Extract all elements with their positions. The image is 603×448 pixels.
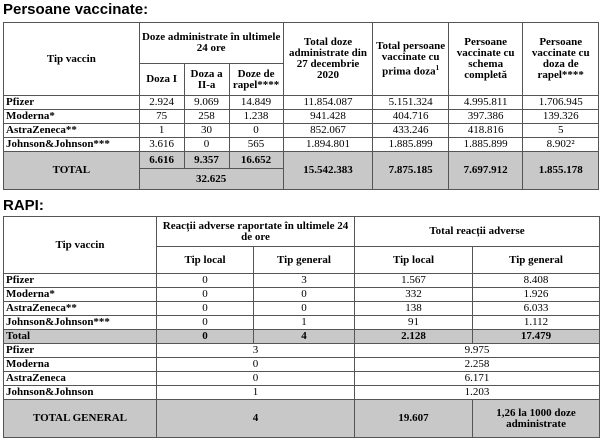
row-name: Johnson&Johnson*** <box>4 316 157 330</box>
row-name: AstraZeneca <box>4 372 157 386</box>
cell: 433.246 <box>373 124 449 138</box>
cell: 3 <box>254 274 355 288</box>
cell: 11.854.087 <box>283 96 373 110</box>
cell: 1.894.801 <box>283 138 373 152</box>
table-row <box>4 274 600 288</box>
header-booster-people: Persoane vaccinate cu doza de rapel**** <box>523 23 599 96</box>
cell: 4 <box>254 330 355 344</box>
total-booster-24h: 16.652 <box>229 152 283 169</box>
cell: 1.567 <box>355 274 473 288</box>
cell: 332 <box>355 288 473 302</box>
rapi-header-local-24h: Tip local <box>157 247 254 274</box>
row-name: AstraZeneca** <box>4 302 157 316</box>
cell: 0 <box>157 302 254 316</box>
row-name: Moderna <box>4 358 157 372</box>
table-row <box>4 138 599 152</box>
table-row <box>4 386 600 400</box>
cell: 0 <box>229 124 283 138</box>
cell: 1.926 <box>473 288 600 302</box>
cell: 8.408 <box>473 274 600 288</box>
row-name: Johnson&Johnson*** <box>4 138 140 152</box>
cell: 1.112 <box>473 316 600 330</box>
row-name: Pfizer <box>4 96 140 110</box>
cell: 1.203 <box>355 386 600 400</box>
header-booster-doses: Doze de rapel**** <box>229 64 283 96</box>
cell: 2.924 <box>139 96 184 110</box>
cell: 4.995.811 <box>448 96 522 110</box>
total-label: TOTAL <box>4 152 140 190</box>
cell: 3.616 <box>139 138 184 152</box>
row-name: Johnson&Johnson <box>4 386 157 400</box>
table-row <box>4 288 600 302</box>
rapi-table <box>3 216 600 438</box>
table-row <box>4 316 600 330</box>
row-name: Pfizer <box>4 274 157 288</box>
cell: 0 <box>157 316 254 330</box>
cell: 941.428 <box>283 110 373 124</box>
header-dose-2: Doza a II-a <box>184 64 229 96</box>
cell: 1 <box>254 316 355 330</box>
cell: 2.128 <box>355 330 473 344</box>
vaccinated-section-title: Persoane vaccinate: <box>3 1 149 18</box>
header-first-dose: Total persoane vaccinate cu prima doza$^1$ <box>373 23 449 96</box>
cell: 0 <box>157 274 254 288</box>
cell: 2.258 <box>355 358 600 372</box>
rapi-header-local-total: Tip local <box>355 247 473 274</box>
grand-total-row <box>4 400 600 438</box>
rapi-header-general-24h: Tip general <box>254 247 355 274</box>
cell: 1 <box>139 124 184 138</box>
cell: 5 <box>523 124 599 138</box>
cell: 1.706.945 <box>523 96 599 110</box>
cell: 0 <box>157 358 355 372</box>
cell: 0 <box>254 302 355 316</box>
total-first-dose: 7.875.185 <box>373 152 449 190</box>
total-booster-people: 1.855.178 <box>523 152 599 190</box>
cell: 404.716 <box>373 110 449 124</box>
cell: 1.238 <box>229 110 283 124</box>
rapi-header-vaccine-type: Tip vaccin <box>4 217 157 274</box>
header-dose-1: Doza I <box>139 64 184 96</box>
cell: 0 <box>254 288 355 302</box>
row-name: Pfizer <box>4 344 157 358</box>
cell: 8.902² <box>523 138 599 152</box>
cell: 565 <box>229 138 283 152</box>
cell: 418.816 <box>448 124 522 138</box>
row-name: Moderna* <box>4 110 140 124</box>
total-dose-2: 9.357 <box>184 152 229 169</box>
cell: 14.849 <box>229 96 283 110</box>
table-row <box>4 302 600 316</box>
cell: 9.975 <box>355 344 600 358</box>
cell: 91 <box>355 316 473 330</box>
cell: 397.386 <box>448 110 522 124</box>
cell: 0 <box>184 138 229 152</box>
cell: 1 <box>157 386 355 400</box>
cell: 258 <box>184 110 229 124</box>
header-full-schema: Persoane vaccinate cu schema completă <box>448 23 522 96</box>
cell: 30 <box>184 124 229 138</box>
rapi-header-total-adverse: Total reacții adverse <box>355 217 600 247</box>
cell: 0 <box>157 372 355 386</box>
total-row <box>4 152 599 169</box>
rapi-total-row <box>4 330 600 344</box>
rapi-header-adverse-24h: Reacții adverse raportate în ultimele 24 de ore <box>157 217 355 247</box>
cell: 139.326 <box>523 110 599 124</box>
table-row <box>4 124 599 138</box>
rapi-section-title: RAPI: <box>3 197 44 214</box>
cell: 6.033 <box>473 302 600 316</box>
cell: 9.069 <box>184 96 229 110</box>
cell: 1.885.899 <box>448 138 522 152</box>
cell: 75 <box>139 110 184 124</box>
cell: 138 <box>355 302 473 316</box>
cell: 5.151.324 <box>373 96 449 110</box>
grand-total-label: TOTAL GENERAL <box>4 400 157 438</box>
row-name: AstraZeneca** <box>4 124 140 138</box>
grand-total-24h: 4 <box>157 400 355 438</box>
row-name: Moderna* <box>4 288 157 302</box>
header-vaccine-type: Tip vaccin <box>4 23 140 96</box>
total-dose-1: 6.616 <box>139 152 184 169</box>
rapi-header-general-total: Tip general <box>473 247 600 274</box>
cell: 17.479 <box>473 330 600 344</box>
cell: 1.885.899 <box>373 138 449 152</box>
table-row <box>4 96 599 110</box>
grand-total-all: 19.607 <box>355 400 473 438</box>
cell: 0 <box>157 288 254 302</box>
table-row <box>4 344 600 358</box>
total-full-schema: 7.697.912 <box>448 152 522 190</box>
total-doses-24h-sum: 32.625 <box>139 169 283 190</box>
table-row <box>4 372 600 386</box>
cell: 6.171 <box>355 372 600 386</box>
grand-total-rate: 1,26 la 1000 doze administrate <box>473 400 600 438</box>
header-total-doses: Total doze administrate din 27 decembrie 2020 <box>283 23 373 96</box>
table-row <box>4 358 600 372</box>
cell: 3 <box>157 344 355 358</box>
total-doses: 15.542.383 <box>283 152 373 190</box>
table-row <box>4 110 599 124</box>
cell: 0 <box>157 330 254 344</box>
vaccinated-table <box>3 22 599 190</box>
total-label: Total <box>4 330 157 344</box>
cell: 852.067 <box>283 124 373 138</box>
header-doses-24h: Doze administrate în ultimele 24 ore <box>139 23 283 64</box>
